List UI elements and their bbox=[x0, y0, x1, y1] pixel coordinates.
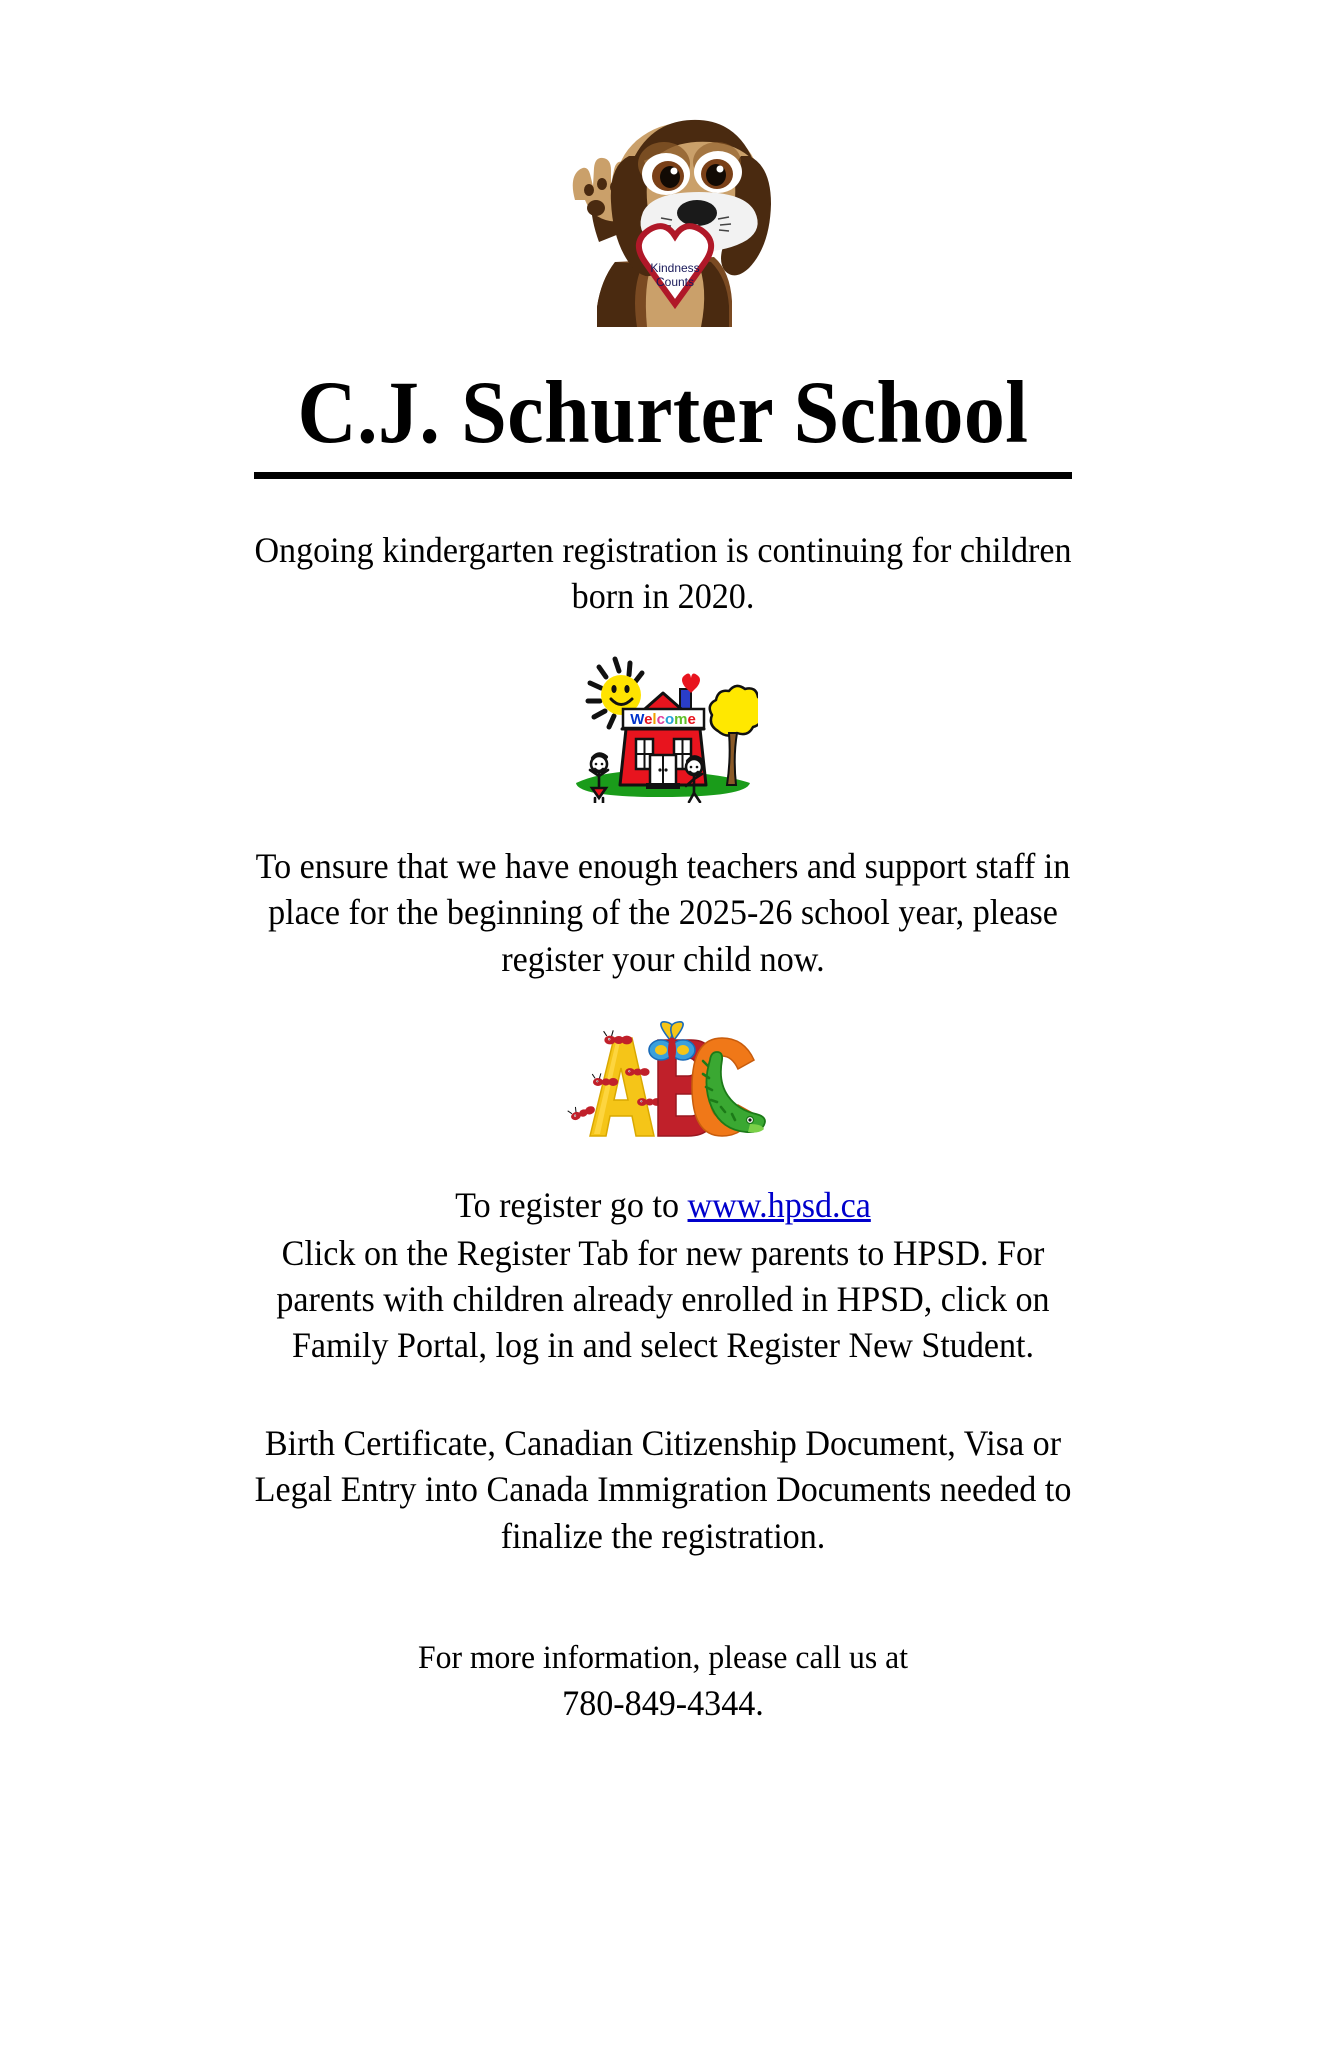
red-schoolhouse-icon bbox=[568, 643, 758, 803]
butterfly-decoration bbox=[649, 1022, 695, 1062]
school-mascot-image bbox=[503, 112, 823, 327]
page-title: C.J. Schurter School bbox=[297, 364, 1028, 462]
page-title-block bbox=[248, 364, 1078, 479]
staffing-paragraph: To ensure that we have enough teachers and support staff in place for the beginning of the 2025-26 school year, please register your child now. bbox=[255, 846, 1070, 979]
svg-text:Counts: Counts bbox=[655, 275, 694, 289]
required-documents-paragraph: Birth Certificate, Canadian Citizenship Document, Visa or Legal Entry into Canada Immigration Documents needed to finalize the registration. bbox=[254, 1423, 1071, 1556]
wooden-abc-letters-icon bbox=[558, 1016, 768, 1146]
contact-phone-number: 780-849-4344. bbox=[561, 1682, 764, 1723]
welcome-sign bbox=[623, 709, 704, 728]
register-instructions-paragraph: Click on the Register Tab for new parents to HPSD. For parents with children already enrolled in HPSD, click on Family Portal, log in and select Register New Student. bbox=[275, 1232, 1050, 1366]
hpsd-website-link[interactable]: www.hpsd.ca bbox=[687, 1184, 871, 1225]
svg-text:Kindness: Kindness bbox=[649, 261, 700, 275]
letter-a-block bbox=[590, 1038, 654, 1136]
contact-line-1: For more information, please call us at bbox=[417, 1639, 908, 1676]
svg-text:Welcome: Welcome bbox=[629, 711, 696, 729]
beagle-dog-mascot-icon bbox=[503, 112, 823, 327]
schoolhouse-clipart bbox=[568, 643, 758, 803]
register-link-line bbox=[231, 1182, 1095, 1228]
register-prefix-text: To register go to bbox=[454, 1184, 688, 1225]
title-underline-rule bbox=[254, 472, 1072, 479]
tree-icon bbox=[709, 686, 757, 785]
intro-paragraph: Ongoing kindergarten registration is continuing for children born in 2020. bbox=[253, 530, 1072, 617]
abc-clipart bbox=[558, 1016, 768, 1146]
